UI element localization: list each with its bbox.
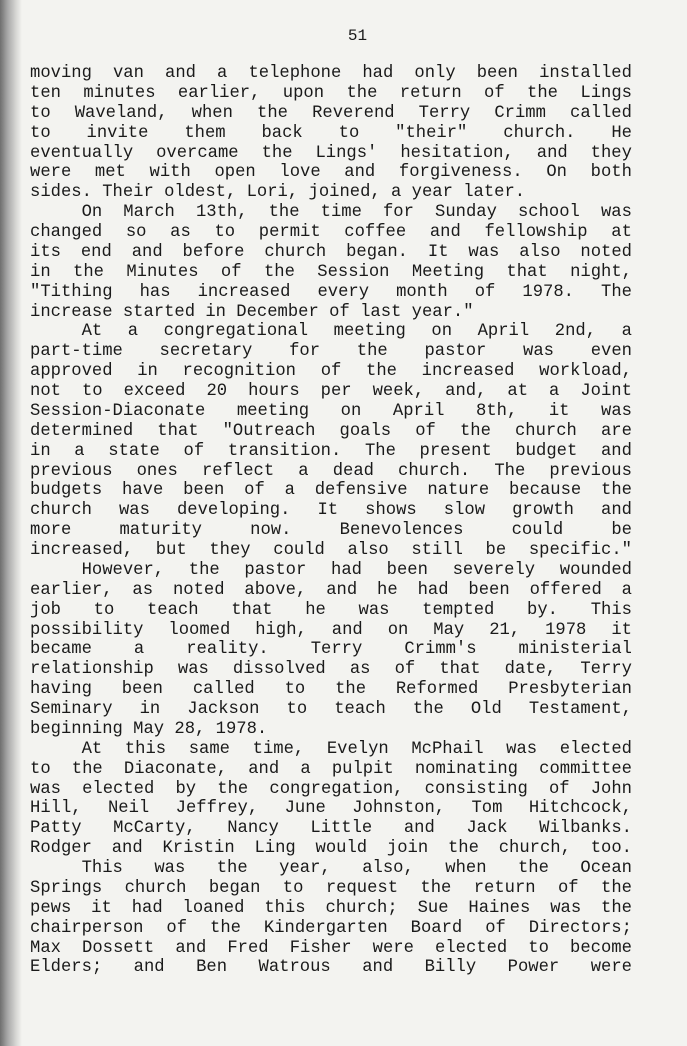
- text-line: Max Dossett and Fred Fisher were elected to become: [30, 938, 632, 958]
- text-line: "Tithing has increased every month of 1978. The: [30, 282, 632, 302]
- text-line: Springs church began to request the return of the: [30, 878, 632, 898]
- text-line: its end and before church began. It was also noted: [30, 242, 632, 262]
- text-line: was elected by the congregation, consisting of John: [30, 779, 632, 799]
- text-line: increase started in December of last year.": [30, 302, 474, 322]
- text-line: changed so as to permit coffee and fellowship at: [30, 223, 632, 242]
- text-line: At a congregational meeting on April 2nd, a: [81, 322, 632, 342]
- text-line: to the Diaconate, and a pulpit nominating committee: [30, 759, 632, 779]
- binding-shadow: [0, 0, 22, 1046]
- text-line: chairperson of the Kindergarten Board of Directors;: [30, 918, 632, 938]
- text-line: in the Minutes of the Session Meeting that night,: [30, 262, 632, 282]
- text-line: relationship was dissolved as of that date, Terry: [30, 660, 632, 680]
- text-line: However, the pastor had been severely wounded: [81, 560, 632, 580]
- text-line: previous ones reflect a dead church. The previous: [30, 461, 632, 481]
- text-line: job to teach that he was tempted by. This: [30, 600, 632, 620]
- text-line: not to exceed 20 hours per week, and, at a Joint: [30, 382, 632, 401]
- text-line: moving van and a telephone had only been installed: [30, 64, 632, 83]
- text-line: having been called to the Reformed Presbyterian: [30, 680, 632, 700]
- text-line: Session-Diaconate meeting on April 8th, it was: [30, 401, 632, 421]
- text-line: Seminary in Jackson to teach the Old Testament,: [30, 700, 632, 719]
- text-line: church was developing. It shows slow growth and: [30, 501, 632, 521]
- text-line: to invite them back to "their" church. He: [30, 123, 632, 143]
- text-line: sides. Their oldest, Lori, joined, a year later.: [30, 183, 526, 203]
- text-line: eventually overcame the Lings' hesitation, and they: [30, 143, 632, 163]
- text-line: possibility loomed high, and on May 21, 1978 it: [30, 620, 632, 640]
- text-line: pews it had loaned this church; Sue Haines was the: [30, 898, 632, 918]
- text-line: Elders; and Ben Watrous and Billy Power were: [30, 958, 632, 978]
- text-line: more maturity now. Benevolences could be: [30, 521, 632, 541]
- text-line: Patty McCarty, Nancy Little and Jack Wilbanks.: [30, 819, 632, 839]
- text-line: approved in recognition of the increased workload,: [30, 362, 632, 382]
- page-number: 51: [347, 27, 368, 45]
- text-line: budgets have been of a defensive nature because the: [30, 481, 632, 501]
- text-line: earlier, as noted above, and he had been offered a: [30, 580, 632, 600]
- text-line: became a reality. Terry Crimm's ministerial: [30, 640, 632, 660]
- text-line: At this same time, Evelyn McPhail was elected: [81, 739, 632, 759]
- text-line: On March 13th, the time for Sunday school was: [81, 203, 632, 223]
- text-line: were met with open love and forgiveness. On both: [30, 163, 632, 183]
- text-line: beginning May 28, 1978.: [30, 719, 268, 739]
- text-line: Rodger and Kristin Ling would join the church, too.: [30, 839, 632, 859]
- body-text: [30, 64, 632, 978]
- text-line: increased, but they could also still be specific.": [30, 541, 632, 560]
- text-line: to Waveland, when the Reverend Terry Crimm called: [30, 103, 632, 123]
- text-line: ten minutes earlier, upon the return of the Lings: [30, 83, 632, 103]
- text-line: part-time secretary for the pastor was even: [30, 342, 632, 362]
- text-line: in a state of transition. The present budget and: [30, 441, 632, 461]
- text-line: Hill, Neil Jeffrey, June Johnston, Tom Hitchcock,: [30, 799, 632, 819]
- text-line: This was the year, also, when the Ocean: [81, 859, 632, 878]
- text-line: determined that "Outreach goals of the church are: [30, 421, 632, 441]
